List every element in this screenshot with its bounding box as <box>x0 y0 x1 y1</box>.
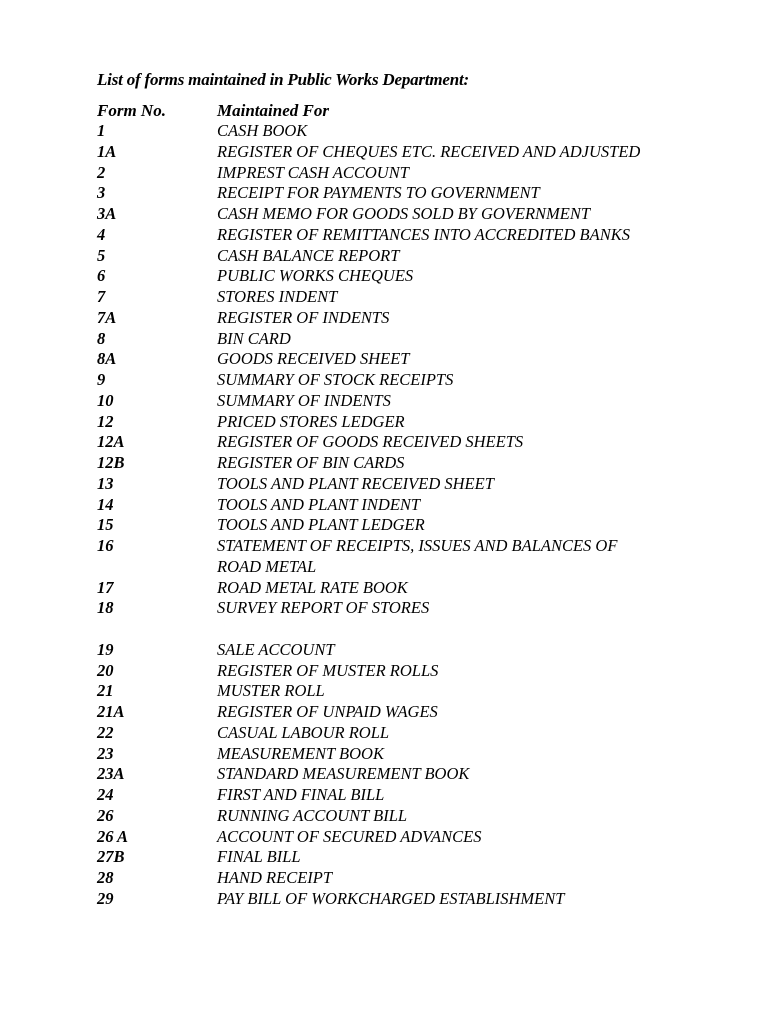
form-description: FIRST AND FINAL BILL <box>217 785 385 804</box>
form-number: 21 <box>97 681 114 701</box>
form-row <box>97 868 737 889</box>
form-row <box>97 702 737 723</box>
form-description: RECEIPT FOR PAYMENTS TO GOVERNMENT <box>217 183 540 203</box>
form-row <box>97 764 737 785</box>
form-number: 7A <box>97 307 117 327</box>
column-header-maintained-for: Maintained For <box>217 101 329 120</box>
form-number: 24 <box>97 785 114 804</box>
document-title: List of forms maintained in Public Works Department: <box>97 70 469 89</box>
form-description: REGISTER OF INDENTS <box>217 307 390 327</box>
form-row <box>97 827 737 848</box>
form-row <box>97 453 737 474</box>
form-number: 26 A <box>97 826 129 846</box>
form-description: REGISTER OF BIN CARDS <box>217 453 405 472</box>
form-description: PAY BILL OF WORKCHARGED ESTABLISHMENT <box>217 888 565 908</box>
form-number: 7 <box>97 287 106 306</box>
form-description: PRICED STORES LEDGER <box>217 411 405 431</box>
form-number: 3 <box>97 183 106 203</box>
form-number: 23 <box>97 743 114 763</box>
form-row <box>97 225 737 246</box>
form-number: 12B <box>97 453 125 472</box>
form-description: ACCOUNT OF SECURED ADVANCES <box>217 826 482 846</box>
form-row <box>97 847 737 868</box>
form-number: 3A <box>97 204 117 223</box>
form-number: 4 <box>97 224 106 244</box>
form-row <box>97 246 737 267</box>
form-row <box>97 806 737 827</box>
form-row <box>97 515 737 536</box>
table-header <box>97 100 737 121</box>
form-description: HAND RECEIPT <box>217 868 333 887</box>
form-row <box>97 495 737 516</box>
form-row <box>97 474 737 495</box>
form-description: FINAL BILL <box>217 847 301 867</box>
form-row <box>97 370 737 391</box>
form-description: SURVEY REPORT OF STORES <box>217 598 430 618</box>
form-row <box>97 121 737 142</box>
form-description: CASH MEMO FOR GOODS SOLD BY GOVERNMENT <box>217 204 591 223</box>
form-number: 27B <box>97 847 125 867</box>
form-description: TOOLS AND PLANT INDENT <box>217 494 421 514</box>
form-row <box>97 142 737 163</box>
form-number: 28 <box>97 868 114 887</box>
form-row <box>97 681 737 702</box>
form-number: 8 <box>97 328 106 348</box>
document-page <box>97 68 737 910</box>
form-number: 5 <box>97 245 106 265</box>
form-description: MUSTER ROLL <box>217 681 325 701</box>
form-description: CASUAL LABOUR ROLL <box>217 722 390 742</box>
form-number: 10 <box>97 390 114 410</box>
form-description: SUMMARY OF STOCK RECEIPTS <box>217 370 454 389</box>
form-number: 1 <box>97 121 106 140</box>
form-row <box>97 536 737 578</box>
form-row <box>97 889 737 910</box>
form-number: 26 <box>97 805 114 825</box>
form-number: 18 <box>97 598 114 618</box>
form-description: PUBLIC WORKS CHEQUES <box>217 266 414 286</box>
form-row <box>97 432 737 453</box>
form-description: SALE ACCOUNT <box>217 639 335 659</box>
column-header-form-no: Form No. <box>97 101 166 120</box>
form-row <box>97 640 737 661</box>
form-number: 22 <box>97 722 114 742</box>
form-row <box>97 785 737 806</box>
form-description: STANDARD MEASUREMENT BOOK <box>217 764 470 784</box>
form-description: STATEMENT OF RECEIPTS, ISSUES AND BALANCES OF ROAD METAL <box>217 536 618 576</box>
form-number: 6 <box>97 266 106 286</box>
form-row <box>97 744 737 765</box>
form-description: REGISTER OF GOODS RECEIVED SHEETS <box>217 432 524 452</box>
form-description: REGISTER OF MUSTER ROLLS <box>217 660 439 680</box>
form-row <box>97 661 737 682</box>
form-row <box>97 412 737 433</box>
form-row <box>97 723 737 744</box>
form-description: MEASUREMENT BOOK <box>217 743 384 763</box>
form-row <box>97 578 737 599</box>
form-description: REGISTER OF CHEQUES ETC. RECEIVED AND ADJUSTED <box>217 141 641 161</box>
form-number: 8A <box>97 349 117 369</box>
form-description: REGISTER OF UNPAID WAGES <box>217 702 438 721</box>
form-number: 14 <box>97 494 114 514</box>
form-number: 9 <box>97 370 106 389</box>
form-number: 16 <box>97 536 114 555</box>
form-row <box>97 204 737 225</box>
form-number: 15 <box>97 515 114 535</box>
form-number: 12A <box>97 432 125 452</box>
form-description: TOOLS AND PLANT RECEIVED SHEET <box>217 473 494 493</box>
form-description: CASH BOOK <box>217 121 308 140</box>
form-description: SUMMARY OF INDENTS <box>217 390 391 410</box>
form-row <box>97 349 737 370</box>
form-description: STORES INDENT <box>217 287 338 306</box>
form-number: 20 <box>97 660 114 680</box>
form-row <box>97 163 737 184</box>
form-row <box>97 598 737 619</box>
form-number: 19 <box>97 639 114 659</box>
form-number: 2 <box>97 162 106 182</box>
form-number: 12 <box>97 411 114 431</box>
forms-list <box>97 121 737 910</box>
form-number: 1A <box>97 141 117 161</box>
form-number: 21A <box>97 702 125 721</box>
form-description: IMPREST CASH ACCOUNT <box>217 162 409 182</box>
form-row <box>97 391 737 412</box>
form-description: CASH BALANCE REPORT <box>217 245 400 265</box>
form-row <box>97 183 737 204</box>
form-description: TOOLS AND PLANT LEDGER <box>217 515 425 535</box>
form-description: BIN CARD <box>217 328 291 348</box>
form-number: 29 <box>97 888 114 908</box>
form-description: ROAD METAL RATE BOOK <box>217 577 408 597</box>
form-description: GOODS RECEIVED SHEET <box>217 349 410 369</box>
form-description: RUNNING ACCOUNT BILL <box>217 805 408 825</box>
form-row <box>97 266 737 287</box>
form-row <box>97 287 737 308</box>
form-number: 13 <box>97 473 114 493</box>
form-row <box>97 308 737 329</box>
form-number: 23A <box>97 764 125 784</box>
form-number: 17 <box>97 577 114 597</box>
form-row <box>97 329 737 350</box>
form-description: REGISTER OF REMITTANCES INTO ACCREDITED BANKS <box>217 224 630 244</box>
